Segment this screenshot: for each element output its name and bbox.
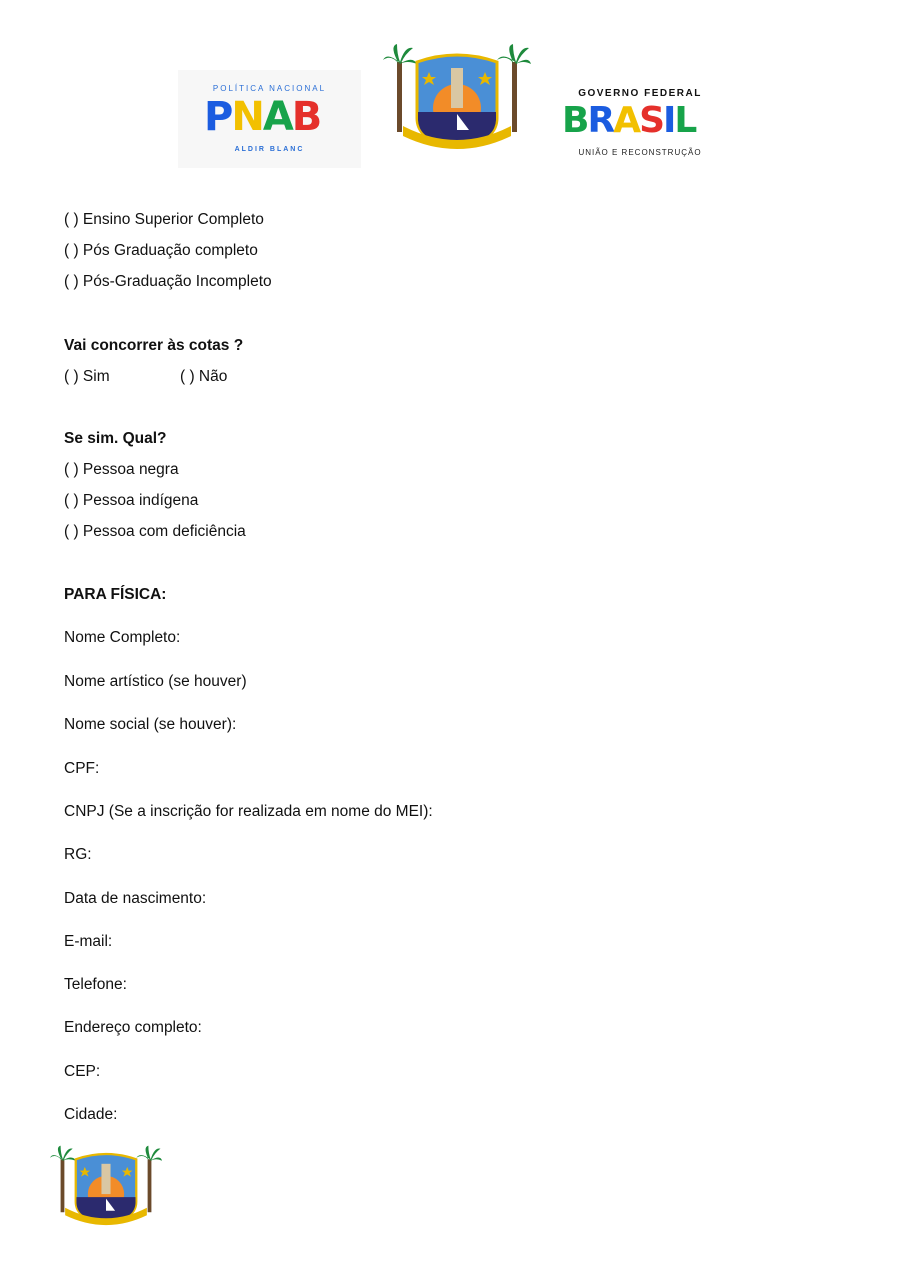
gov-letter: B xyxy=(562,100,588,141)
quota-no-option[interactable]: ( ) Não xyxy=(180,368,228,385)
gov-letter: L xyxy=(674,100,696,141)
pnab-letter: A xyxy=(262,94,292,140)
quotas-answers xyxy=(64,367,227,387)
gov-letter: R xyxy=(587,100,614,141)
field-label: CNPJ (Se a inscrição for realizada em nome do MEI): xyxy=(64,803,433,820)
city-crest-logo xyxy=(383,42,531,150)
pnab-letter: B xyxy=(291,94,321,140)
field-label: Nome artístico (se houver) xyxy=(64,673,247,690)
field-label: Telefone: xyxy=(64,976,127,993)
footer-crest-logo xyxy=(50,1142,162,1228)
field-label: Nome Completo: xyxy=(64,629,181,646)
gov-letter: S xyxy=(639,100,663,141)
gov-title: GOVERNO FEDERAL xyxy=(578,88,702,99)
gov-letter: I xyxy=(663,100,675,141)
gov-letter: A xyxy=(613,100,640,141)
pnab-top-text: POLÍTICA NACIONAL xyxy=(212,84,327,93)
crest-tower xyxy=(451,68,463,108)
field-label: CEP: xyxy=(64,1063,101,1080)
pnab-letter: P xyxy=(204,94,232,140)
header-logos xyxy=(0,0,900,180)
quota-type-question: Se sim. Qual? xyxy=(64,430,167,447)
quotas-question: Vai concorrer às cotas ? xyxy=(64,337,244,354)
quota-yes-option[interactable]: ( ) Sim xyxy=(64,368,110,385)
field-label: Data de nascimento: xyxy=(64,890,207,907)
gov-wordmark xyxy=(562,100,695,142)
governo-federal-logo xyxy=(560,86,720,166)
quota-type-option[interactable]: ( ) Pessoa indígena xyxy=(64,492,199,509)
palm-tree-left-icon xyxy=(383,44,417,132)
quota-type-option[interactable]: ( ) Pessoa com deficiência xyxy=(64,523,246,540)
education-option[interactable]: ( ) Pós-Graduação Incompleto xyxy=(64,273,272,290)
gov-subtitle: UNIÃO E RECONSTRUÇÃO xyxy=(578,148,702,157)
field-label: CPF: xyxy=(64,760,100,777)
education-option[interactable]: ( ) Pós Graduação completo xyxy=(64,242,258,259)
physical-person-heading: PARA FÍSICA: xyxy=(64,586,167,603)
pnab-letter: N xyxy=(231,94,263,140)
field-label: E-mail: xyxy=(64,933,113,950)
field-label: RG: xyxy=(64,846,92,863)
pnab-bottom-text: ALDIR BLANC xyxy=(234,146,305,153)
field-label: Endereço completo: xyxy=(64,1019,202,1036)
field-label: Cidade: xyxy=(64,1106,118,1123)
palm-tree-left-icon xyxy=(50,1146,76,1213)
education-option[interactable]: ( ) Ensino Superior Completo xyxy=(64,211,264,228)
palm-tree-right-icon xyxy=(136,1146,162,1213)
quota-type-option[interactable]: ( ) Pessoa negra xyxy=(64,461,179,478)
pnab-wordmark xyxy=(204,94,320,140)
field-label: Nome social (se houver): xyxy=(64,716,237,733)
pnab-logo xyxy=(178,70,361,168)
palm-tree-right-icon xyxy=(497,44,531,132)
